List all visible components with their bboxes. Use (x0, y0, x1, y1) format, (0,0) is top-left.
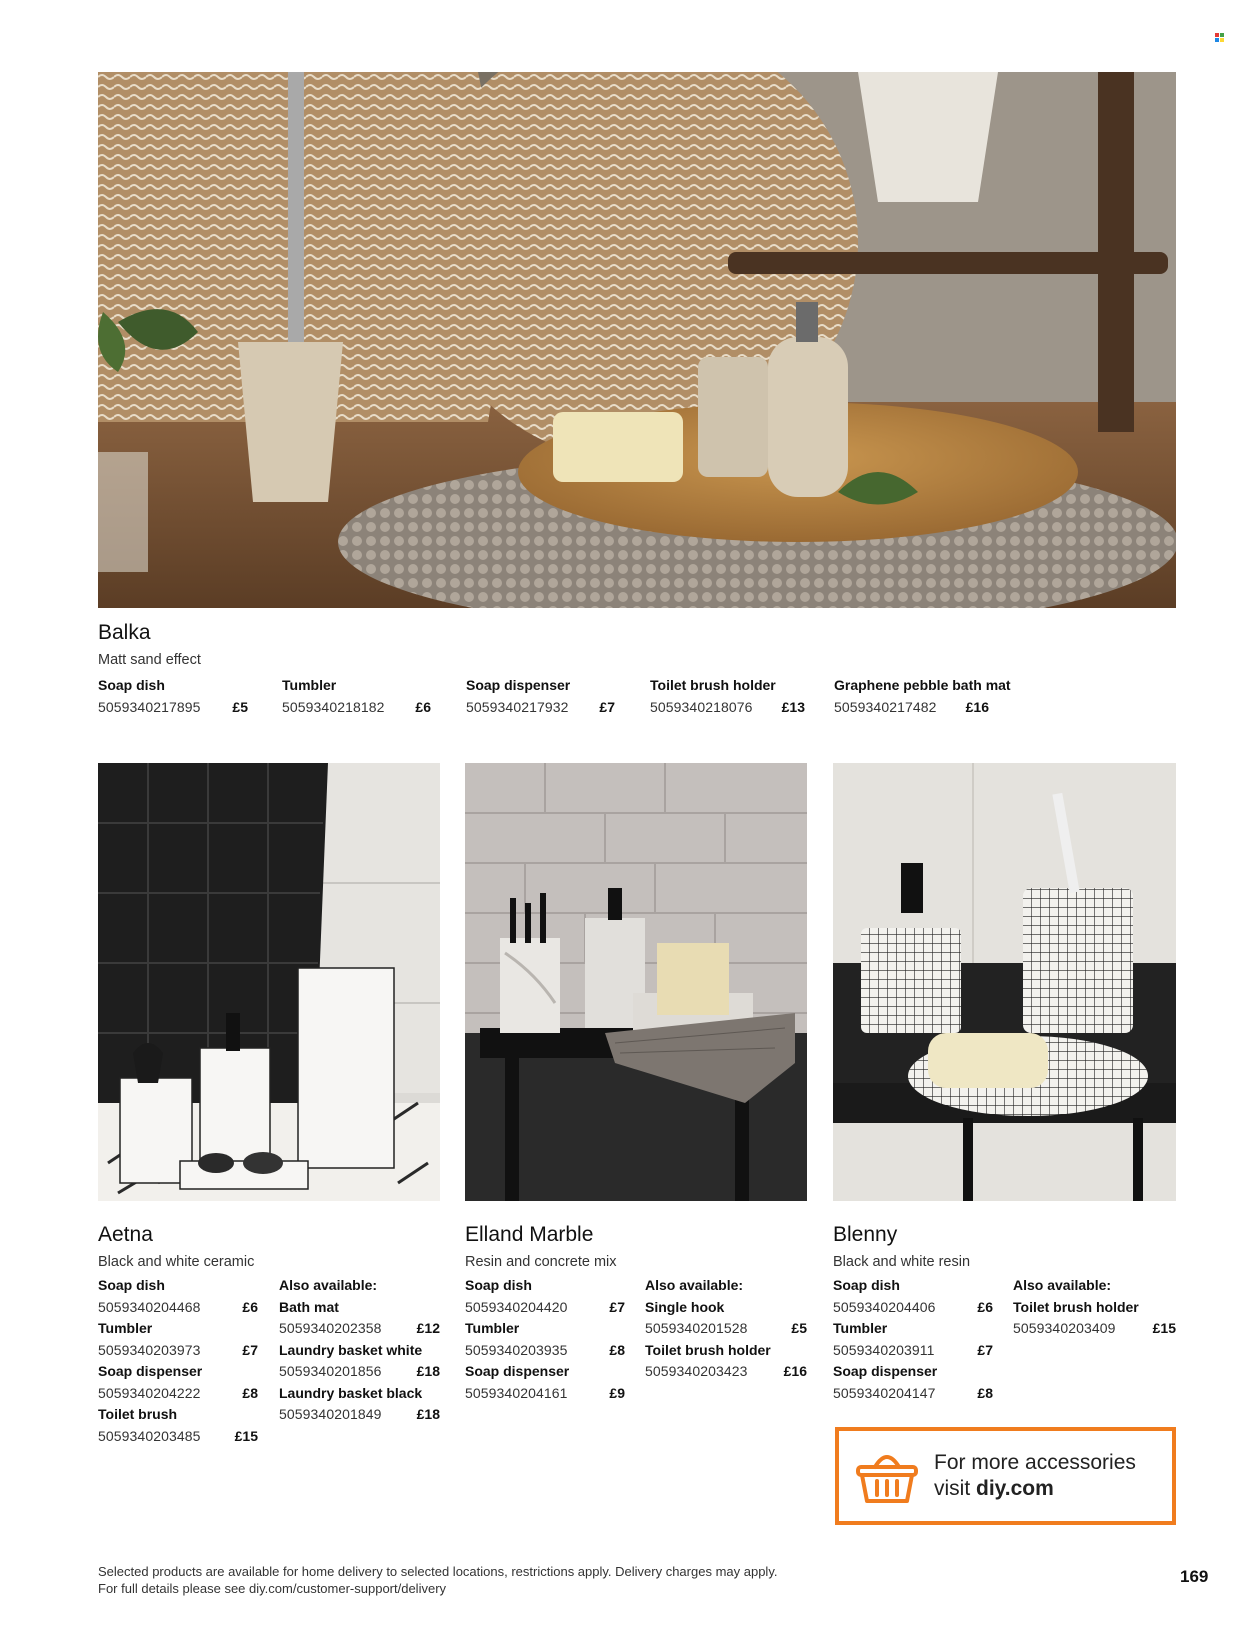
product-code: 5059340203911 (833, 1341, 935, 1358)
product-code: 5059340203409 (1013, 1320, 1116, 1336)
product-name: Soap dispenser (833, 1363, 938, 1379)
product-code: 5059340203423 (645, 1363, 748, 1379)
product-name: Soap dispenser (465, 1363, 570, 1379)
product-name: Toilet brush holder (650, 677, 776, 693)
product-name: Toilet brush (98, 1406, 178, 1422)
aetna-products (98, 1275, 258, 1447)
product-name: Tumbler (465, 1320, 520, 1336)
elland-products (465, 1275, 625, 1404)
product-code: 5059340218076 (650, 698, 753, 715)
elland-marble-title: Elland Marble (465, 1223, 594, 1246)
balka-description: Matt sand effect (98, 652, 201, 668)
delivery-disclaimer: Selected products are available for home delivery to selected locations, restrictions apply. Delivery charges may apply. (98, 1564, 778, 1579)
balka-product-bath-mat (834, 675, 1011, 718)
promo-line-2 (934, 1477, 1054, 1501)
balka-product-tumbler (282, 675, 431, 718)
blenny-title: Blenny (833, 1223, 898, 1246)
product-name: Graphene pebble bath mat (834, 677, 1011, 693)
product-code: 5059340202358 (279, 1320, 382, 1336)
product-price: £8 (977, 1384, 993, 1401)
balka-title: Balka (98, 621, 151, 644)
product-code: 5059340201849 (279, 1406, 382, 1422)
product-name: Laundry basket black (279, 1384, 423, 1401)
product-price: £13 (781, 698, 805, 715)
product-price: £12 (416, 1320, 440, 1336)
product-name: Soap dispenser (466, 677, 571, 693)
blenny-products (833, 1275, 993, 1404)
product-code: 5059340204147 (833, 1384, 936, 1401)
balka-product-soap-dish (98, 675, 248, 718)
product-name: Tumbler (98, 1320, 153, 1336)
diy-link[interactable]: diy.com (976, 1477, 1054, 1500)
product-code: 5059340217932 (466, 698, 569, 715)
product-price: £5 (232, 698, 248, 715)
also-available-label: Also available: (279, 1277, 378, 1293)
product-code: 5059340201856 (279, 1363, 382, 1379)
product-name: Soap dish (98, 1277, 165, 1293)
product-code: 5059340218182 (282, 698, 385, 715)
product-price: £15 (1152, 1320, 1176, 1336)
product-name: Tumbler (833, 1320, 888, 1336)
product-price: £7 (242, 1341, 258, 1358)
product-code: 5059340203935 (465, 1341, 568, 1358)
corner-color-mark (1215, 33, 1224, 42)
product-name: Soap dish (833, 1277, 900, 1293)
page-number: 169 (1180, 1567, 1209, 1586)
product-price: £16 (783, 1363, 807, 1379)
product-price: £6 (977, 1298, 993, 1315)
product-code: 5059340203485 (98, 1427, 201, 1444)
blenny-description: Black and white resin (833, 1254, 971, 1270)
blenny-also-available (1013, 1275, 1176, 1340)
product-code: 5059340204161 (465, 1384, 568, 1401)
product-name: Toilet brush holder (1013, 1298, 1139, 1315)
elland-also-available (645, 1275, 807, 1383)
elland-marble-photo (465, 763, 807, 1201)
product-price: £7 (609, 1298, 625, 1315)
product-name: Laundry basket white (279, 1341, 423, 1358)
also-available-label: Also available: (645, 1277, 744, 1293)
product-name: Soap dish (98, 677, 165, 693)
product-price: £6 (415, 698, 431, 715)
product-code: 5059340204406 (833, 1298, 936, 1315)
product-price: £18 (416, 1363, 440, 1379)
product-price: £9 (609, 1384, 625, 1401)
elland-marble-description: Resin and concrete mix (465, 1254, 617, 1270)
product-code: 5059340204420 (465, 1298, 568, 1315)
product-price: £15 (234, 1427, 258, 1444)
product-price: £7 (599, 698, 615, 715)
product-price: £6 (242, 1298, 258, 1315)
product-code: 5059340217895 (98, 698, 201, 715)
balka-product-toilet-brush-holder (650, 675, 805, 718)
product-code: 5059340201528 (645, 1320, 748, 1336)
product-price: £8 (242, 1384, 258, 1401)
product-code: 5059340217482 (834, 698, 937, 715)
product-price: £7 (977, 1341, 993, 1358)
also-available-label: Also available: (1013, 1277, 1112, 1293)
aetna-description: Black and white ceramic (98, 1254, 255, 1270)
product-name: Bath mat (279, 1298, 339, 1315)
product-price: £5 (791, 1320, 807, 1336)
delivery-details-note: For full details please see diy.com/customer-support/delivery (98, 1581, 447, 1596)
product-name: Tumbler (282, 677, 337, 693)
product-price: £16 (965, 698, 989, 715)
product-name: Single hook (645, 1298, 725, 1315)
aetna-also-available (279, 1275, 440, 1426)
balka-product-soap-dispenser (466, 675, 615, 718)
promo-visit-text: visit (934, 1477, 976, 1500)
aetna-title: Aetna (98, 1223, 153, 1246)
product-name: Toilet brush holder (645, 1341, 771, 1358)
product-code: 5059340204222 (98, 1384, 201, 1401)
aetna-photo (98, 763, 440, 1201)
product-name: Soap dish (465, 1277, 532, 1293)
promo-line-1: For more accessories (934, 1451, 1136, 1474)
more-accessories-promo[interactable] (835, 1427, 1176, 1525)
product-code: 5059340203973 (98, 1341, 201, 1358)
product-code: 5059340204468 (98, 1298, 201, 1315)
shopping-basket-icon (855, 1447, 919, 1505)
blenny-photo (833, 763, 1176, 1201)
product-price: £8 (609, 1341, 625, 1358)
balka-hero-photo (98, 72, 1176, 608)
product-price: £18 (416, 1406, 440, 1422)
product-name: Soap dispenser (98, 1363, 203, 1379)
